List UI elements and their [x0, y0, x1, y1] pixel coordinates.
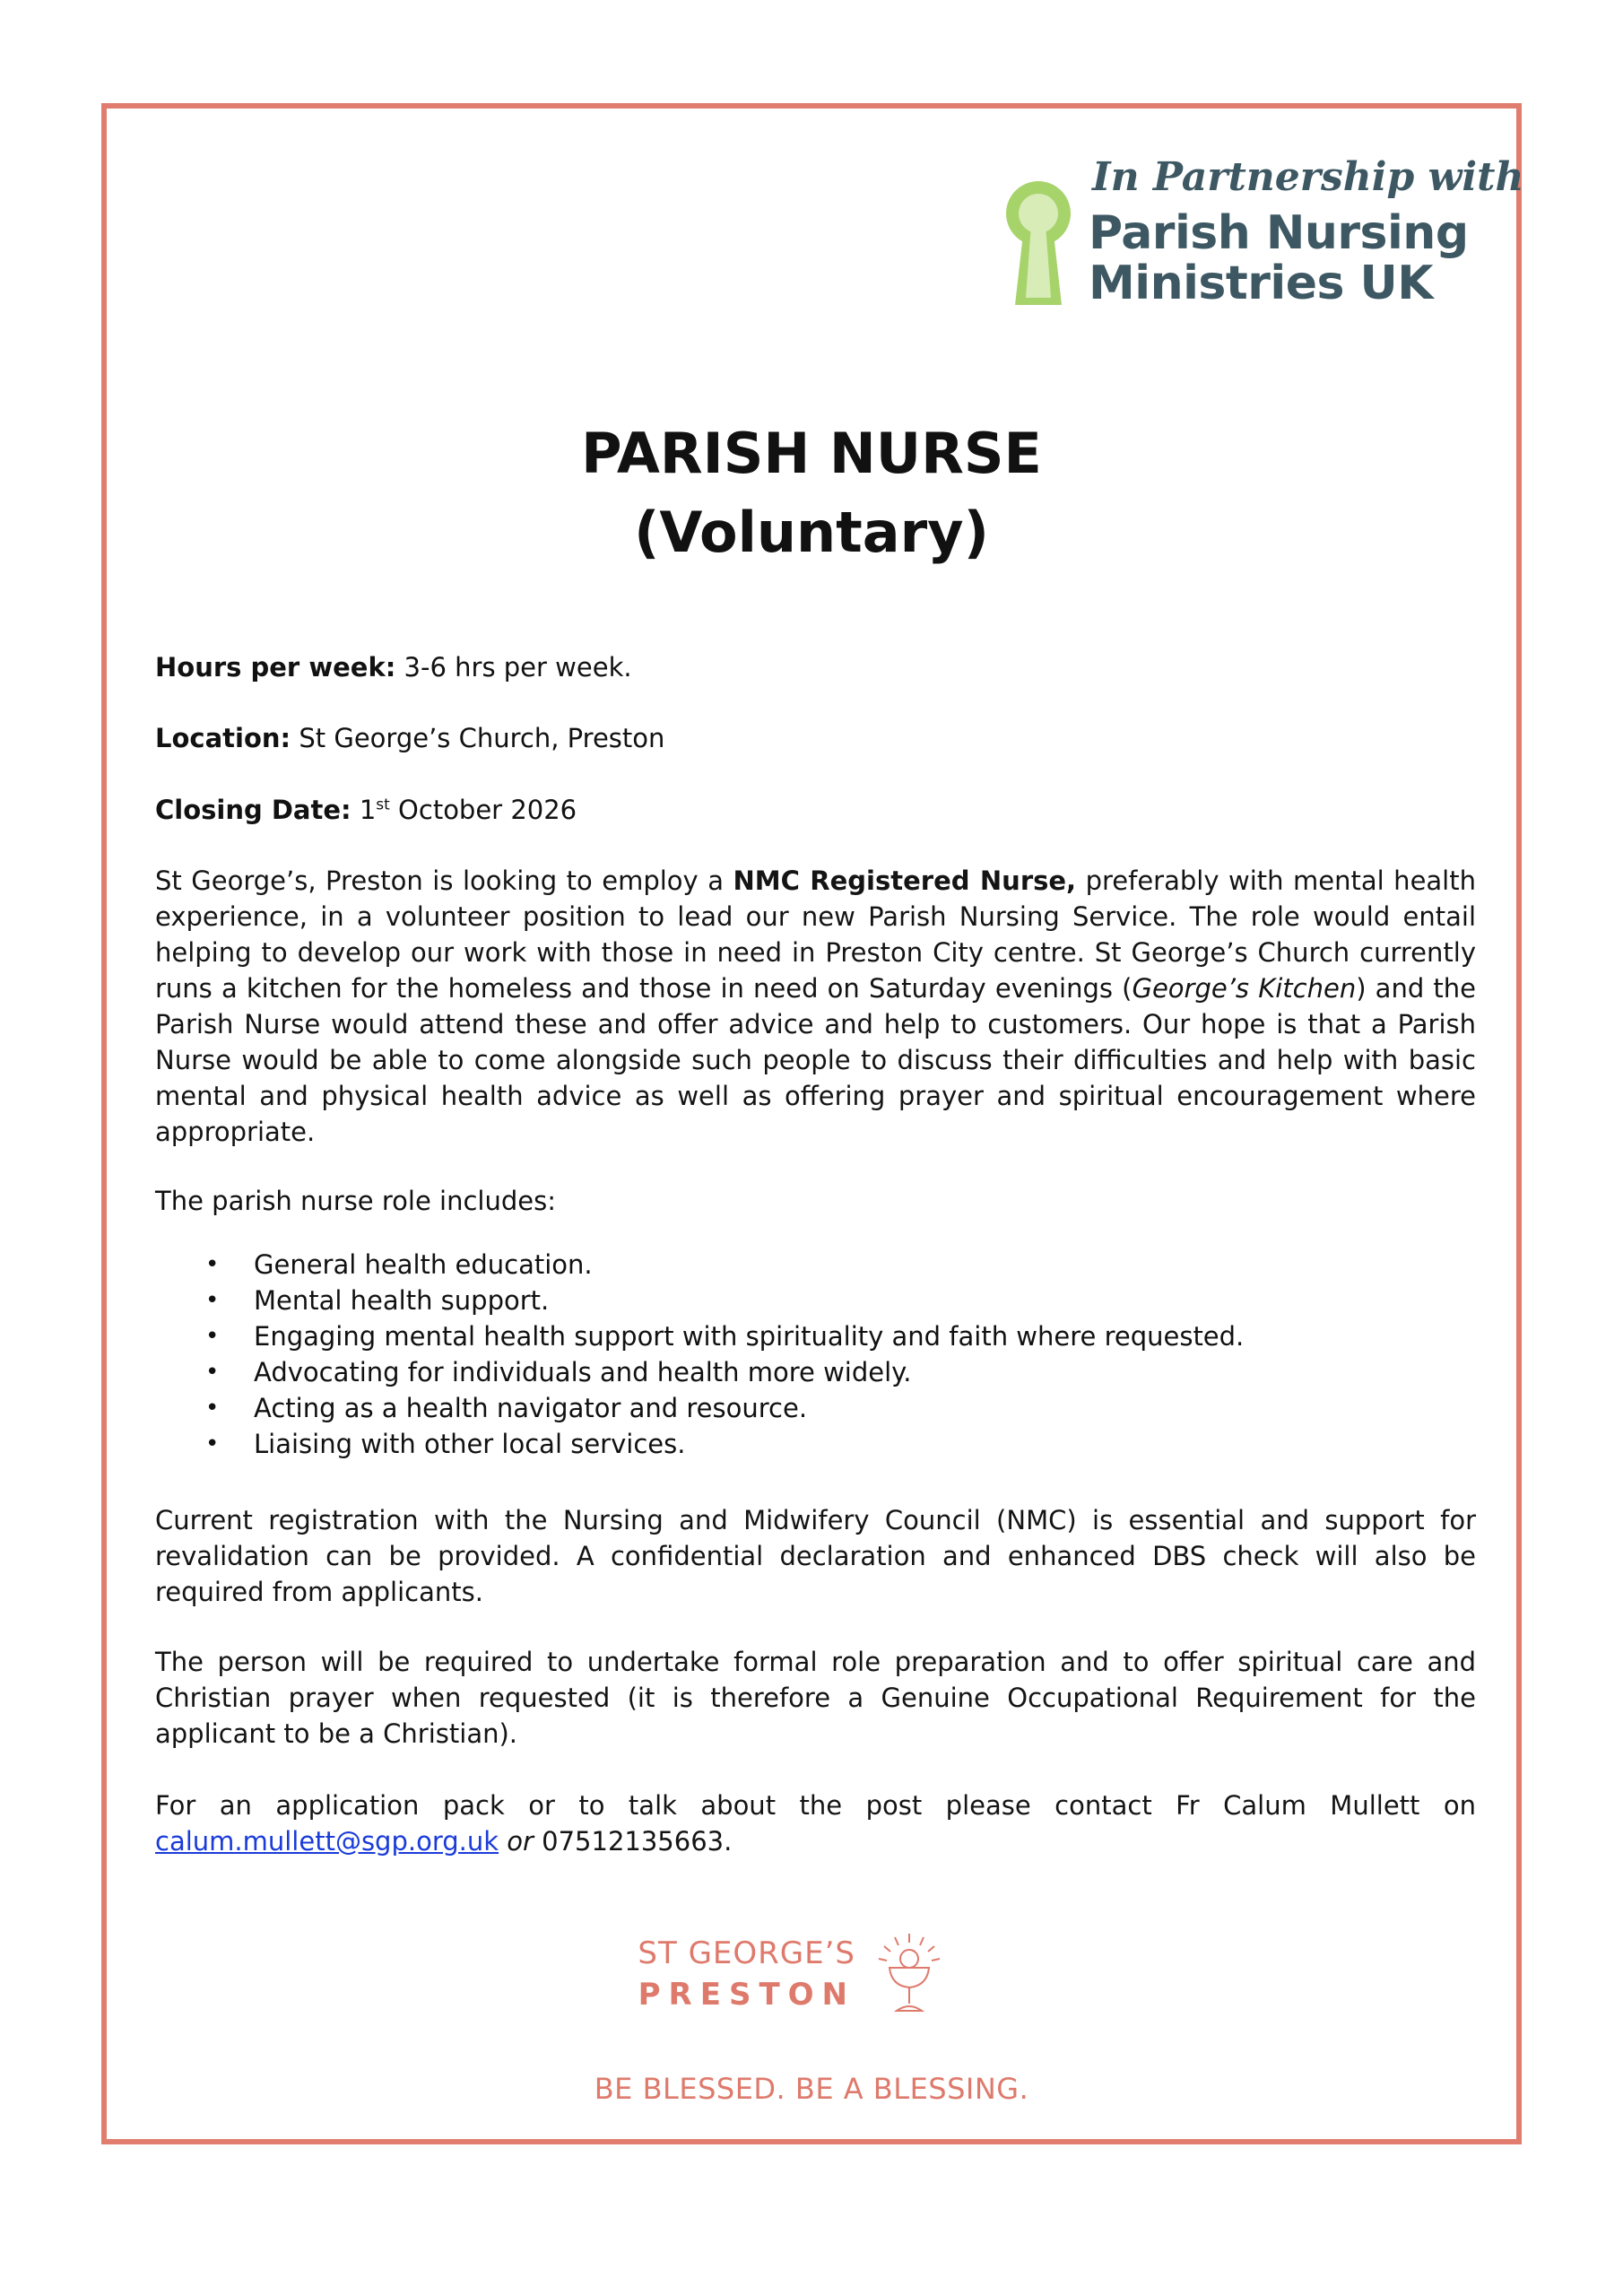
logo-city: PRESTON — [638, 1977, 855, 2013]
roles-heading: The parish nurse role includes: — [155, 1186, 556, 1216]
location-field — [155, 720, 664, 756]
intro-text-2: preferably with mental health experience, in a volunteer position to lead our new Parish Nursing Service. The role would entail helping to develop our work with those in need in Preston City centre. St George’s Church currently runs a kitchen for the homeless and those in need on Saturday evenings ( — [155, 865, 1476, 1004]
registration-block — [155, 1502, 1476, 1610]
st-georges-logo — [638, 1928, 956, 2018]
hours-value: 3-6 hrs per week. — [395, 652, 632, 683]
tagline: BE BLESSED. BE A BLESSING. — [594, 2072, 1029, 2106]
list-item: • Engaging mental health support with spirituality and faith where requested. — [155, 1318, 1244, 1354]
location-value: St George’s Church, Preston — [291, 723, 665, 753]
closing-date-field — [155, 792, 577, 828]
list-item: • Liaising with other local services. — [155, 1426, 1244, 1462]
email-link[interactable]: calum.mullett@sgp.org.uk — [155, 1826, 499, 1857]
hours-field — [155, 649, 632, 685]
hours-label: Hours per week: — [155, 652, 396, 683]
page-subtitle: (Voluntary) — [634, 500, 989, 565]
partner-logo-line1: In Partnership with — [1092, 154, 1524, 200]
list-item: • Acting as a health navigator and resource. — [155, 1390, 1244, 1426]
list-item: • Advocating for individuals and health more widely. — [155, 1354, 1244, 1390]
intro-block — [155, 863, 1476, 1150]
contact-block — [155, 1787, 1476, 1859]
partner-logo-line3: Ministries UK — [1089, 257, 1434, 310]
intro-bold: NMC Registered Nurse, — [733, 865, 1077, 896]
preparation-block — [155, 1644, 1476, 1752]
closing-date-suffix: st — [376, 796, 390, 814]
contact-or: or — [507, 1826, 534, 1857]
intro-paragraph — [155, 863, 1476, 1150]
closing-date-label: Closing Date: — [155, 795, 352, 825]
intro-italic: George’s Kitchen — [1132, 973, 1357, 1004]
location-label: Location: — [155, 723, 291, 753]
intro-text-3: ) and the Parish Nurse would attend these and offer advice and help to customers. Our hope is that a Parish Nurse would be able to come alongside such people to discuss their difficulties and help with basic mental and physical health advice as well as offering prayer and spiritual encouragement where appropriate. — [155, 973, 1476, 1147]
chalice-icon — [872, 1930, 947, 2016]
contact-phone: 07512135663. — [533, 1826, 733, 1857]
closing-date-rest: October 2026 — [389, 795, 577, 825]
registration-paragraph: Current registration with the Nursing and Midwifery Council (NMC) is essential and support for revalidation can be provided. A confidential declaration and enhanced DBS check will also be required from applicants. — [155, 1505, 1476, 1607]
keyhole-icon — [1002, 181, 1074, 307]
preparation-paragraph: The person will be required to undertake formal role preparation and to offer spiritual care and Christian prayer when requested (it is therefore a Genuine Occupational Requirement for the applicant to be a Christian). — [155, 1647, 1476, 1749]
list-item: • Mental health support. — [155, 1283, 1244, 1318]
partner-logo-line2: Parish Nursing — [1089, 206, 1469, 260]
intro-text-1: St George’s, Preston is looking to employ a — [155, 865, 733, 896]
contact-paragraph — [155, 1787, 1476, 1859]
contact-text: For an application pack or to talk about the post please contact Fr Calum Mullett on — [155, 1790, 1476, 1821]
list-item: • General health education. — [155, 1247, 1244, 1283]
page-title: PARISH NURSE — [581, 421, 1042, 486]
logo-name: ST GEORGE’S — [638, 1935, 855, 1971]
roles-list — [155, 1247, 1244, 1462]
closing-date-day: 1 — [351, 795, 377, 825]
partner-logo — [1002, 151, 1524, 312]
